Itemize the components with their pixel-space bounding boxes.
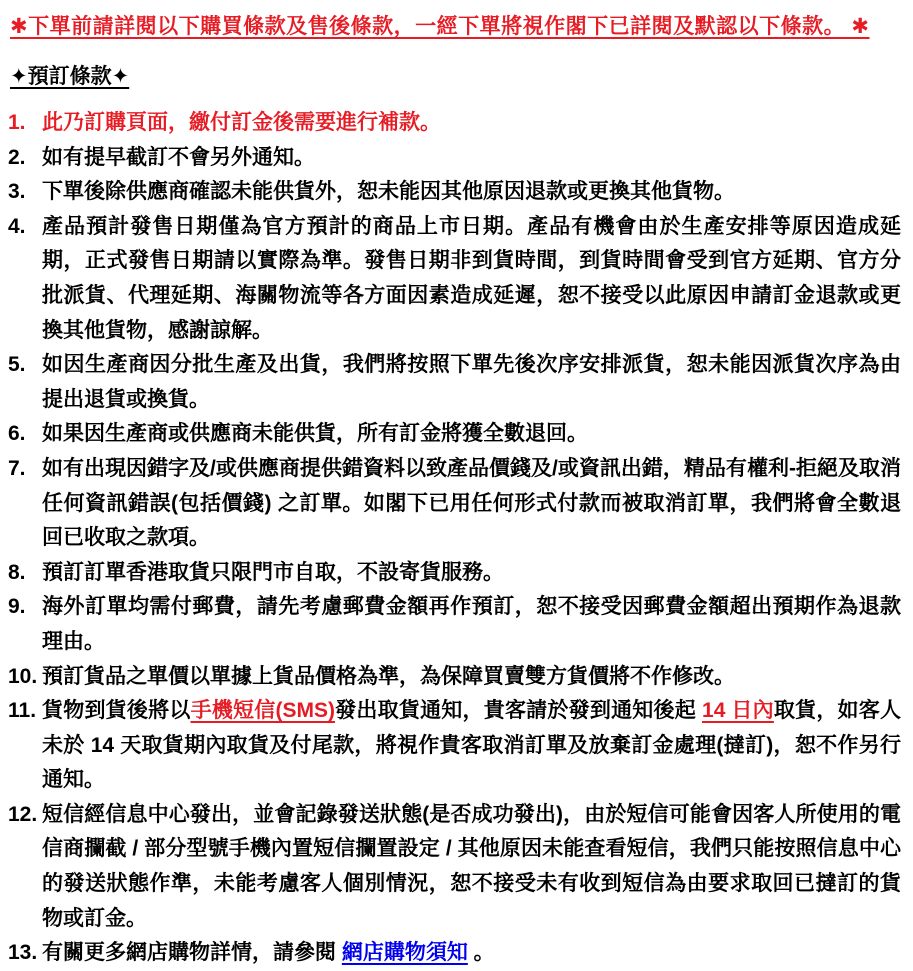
term-item-4 [8, 210, 901, 348]
term-text [42, 590, 901, 659]
term-text [42, 936, 901, 971]
term-text [42, 210, 901, 348]
term-number: 13. [8, 941, 38, 965]
term-text-segment: 發出取貨通知，貴客請於發到通知後起 [334, 699, 703, 723]
term-text-segment: 此乃訂購頁面，繳付訂金後需要進行補款。 [42, 111, 441, 134]
term-number: 12. [8, 802, 38, 826]
highlighted-term-text: 手機短信(SMS) [190, 699, 335, 723]
term-number: 2. [8, 145, 26, 169]
term-text-segment: 如有提早截訂不會另外通知。 [42, 145, 315, 169]
term-text-segment: 海外訂單均需付郵費，請先考慮郵費金額再作預訂，恕不接受因郵費金額超出預期作為退款理由。 [42, 595, 901, 653]
term-item-8 [8, 556, 901, 591]
term-text [42, 798, 901, 936]
section-header-preorder-terms: ✦預訂條款✦ [10, 65, 130, 88]
term-number: 5. [8, 353, 26, 377]
term-item-6 [8, 417, 901, 452]
term-item-11 [8, 694, 901, 798]
term-text [42, 348, 901, 417]
term-text-segment: 預訂貨品之單價以單據上貨品價格為準，為保障買賣雙方貨價將不作修改。 [42, 664, 735, 688]
term-text-segment: 貨物到貨後將以 [42, 699, 191, 723]
term-item-10 [8, 660, 901, 695]
term-text-segment: 取貨，如客人未於 14 天取貨期內取貨及付尾款，將視作貴客取消訂單及放棄訂金處理(撻訂)，恕不作另行通知。 [42, 699, 902, 792]
term-text [42, 106, 901, 141]
terms-list [8, 106, 901, 971]
term-number: 7. [8, 456, 26, 480]
term-text-segment: 如因生產商因分批生產及出貨，我們將按照下單先後次序安排派貨，恕未能因派貨次序為由提出退貨或換貨。 [42, 353, 901, 411]
term-number: 4. [8, 214, 26, 238]
document-title: ✱下單前請詳閱以下購買條款及售後條款，一經下單將視作閣下已詳閱及默認以下條款。 ✱ [10, 15, 870, 38]
store-shopping-guide-link[interactable]: 網店購物須知 [341, 941, 468, 965]
highlighted-term-text: 14 日內 [702, 699, 774, 723]
term-text [42, 556, 901, 591]
term-text-segment: 下單後除供應商確認未能供貨外，恕未能因其他原因退款或更換其他貨物。 [42, 180, 735, 204]
term-text-segment: 預訂訂單香港取貨只限門市自取，不設寄貨服務。 [42, 560, 504, 584]
term-item-1 [8, 106, 901, 141]
term-number: 3. [8, 180, 26, 204]
term-number: 9. [8, 595, 26, 619]
term-text [42, 175, 901, 210]
term-text [42, 141, 901, 176]
term-item-7 [8, 452, 901, 556]
term-item-3 [8, 175, 901, 210]
term-number: 6. [8, 422, 26, 446]
term-text [42, 660, 901, 695]
term-number: 10. [8, 664, 38, 688]
term-item-5 [8, 348, 901, 417]
term-item-12 [8, 798, 901, 936]
term-text [42, 694, 901, 798]
term-item-13 [8, 936, 901, 971]
term-text-segment: 如有出現因錯字及/或供應商提供錯資料以致產品價錢及/或資訊出錯，精品有權利-拒絕及取消任何資訊錯誤(包括價錢) 之訂單。如閣下已用任何形式付款而被取消訂單，我們將會全數退回已收取之款項。 [42, 456, 901, 550]
term-number: 11. [8, 699, 37, 723]
term-text-segment: 短信經信息中心發出，並會記錄發送狀態(是否成功發出)，由於短信可能會因客人所使用的電信商攔截 / 部分型號手機內置短信攔置設定 / 其他原因未能查看短信，我們只能按照信息中心的發送狀態作準，未能考慮客人個別情況，恕不接受未有收到短信為由要求取回已撻訂的貨物或訂金。 [42, 802, 901, 930]
term-item-9 [8, 590, 901, 659]
term-item-2 [8, 141, 901, 176]
term-text [42, 417, 901, 452]
term-number: 1. [8, 111, 26, 134]
term-text [42, 452, 901, 556]
term-text-segment: 。 [467, 941, 495, 965]
term-text-segment: 產品預計發售日期僅為官方預計的商品上市日期。產品有機會由於生產安排等原因造成延期，正式發售日期請以實際為準。發售日期非到貨時間，到貨時間會受到官方延期、官方分批派貨、代理延期、海關物流等各方面因素造成延遲，恕不接受以此原因申請訂金退款或更換其他貨物，感謝諒解。 [42, 214, 901, 342]
term-text-segment: 如果因生產商或供應商未能供貨，所有訂金將獲全數退回。 [42, 422, 588, 446]
term-text-segment: 有關更多網店購物詳情，請參閱 [42, 941, 342, 965]
term-number: 8. [8, 560, 26, 584]
